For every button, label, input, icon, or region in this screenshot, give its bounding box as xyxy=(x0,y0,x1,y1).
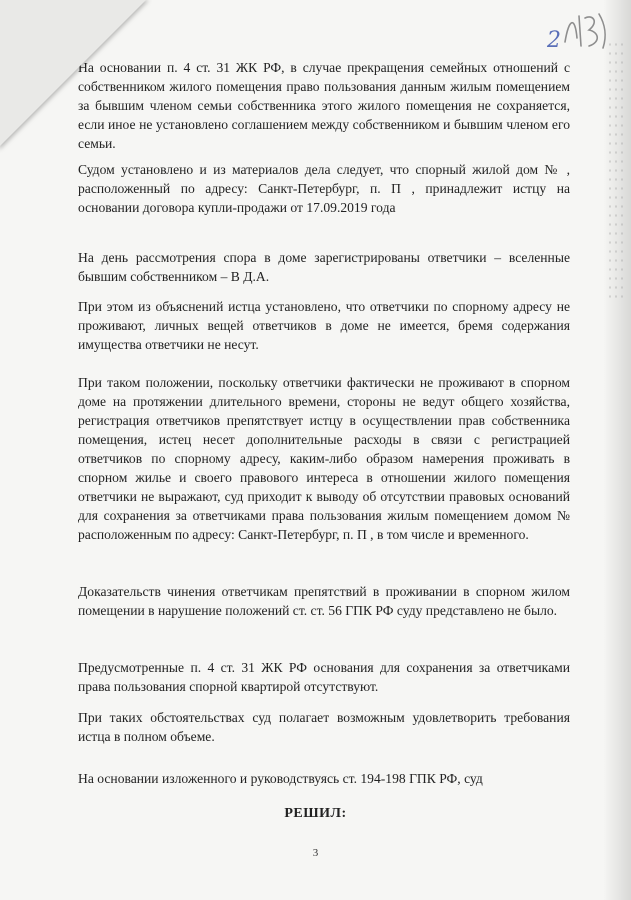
margin-page-note: 2 xyxy=(547,28,561,53)
paragraph-ownership: Судом установлено и из материалов дела следует, что спорный жилой дом № , расположенный по адресу: Санкт-Петербург, п. П , принадлежит истцу на основании договора купли-продажи от 17.09.2019 года xyxy=(78,162,570,215)
paragraph-housing-code-rule: На основании п. 4 ст. 31 ЖК РФ, в случае прекращения семейных отношений с собственником жилого помещения право пользования данным жилым помещением за бывшим членом семьи собственника этого жилого помещения не сохраняется, если иное не установлено соглашением между собственником и бывшим членом его семьи. xyxy=(78,60,570,151)
paragraph-no-grounds: Предусмотренные п. 4 ст. 31 ЖК РФ основания для сохранения за ответчиками права пользования спорной квартирой отсутствуют. xyxy=(78,660,570,694)
paragraph-not-residing: При этом из объяснений истца установлено, что ответчики по спорному адресу не проживают, личных вещей ответчиков в доме не имеется, бремя содержания имущества ответчики не несут. xyxy=(78,299,570,352)
paragraph-legal-basis: На основании изложенного и руководствуясь ст. 194-198 ГПК РФ, суд xyxy=(78,771,483,786)
handwritten-mark-icon xyxy=(559,8,611,52)
paragraph-satisfy-claim: При таких обстоятельствах суд полагает возможным удовлетворить требования истца в полном объеме. xyxy=(78,710,570,744)
paragraph-registered-defendants: На день рассмотрения спора в доме зарегистрированы ответчики – вселенные бывшим собственником – В Д.А. xyxy=(78,250,570,284)
decision-heading: РЕШИЛ: xyxy=(284,806,347,821)
folded-corner xyxy=(0,0,148,148)
paragraph-no-evidence: Доказательств чинения ответчикам препятствий в проживании в спорном жилом помещении в нарушение положений ст. ст. 56 ГПК РФ суду представлено не было. xyxy=(78,584,570,618)
paragraph-court-conclusion: При таком положении, поскольку ответчики фактически не проживают в спорном доме на протяжении длительного времени, стороны не ведут общего хозяйства, регистрация ответчиков препятствует истцу в осуществлении прав собственника помещения, истец несет дополнительные расходы в связи с регистрацией ответчиков по спорному адресу, каким-либо образом намерения проживать в спорном жилье и своего правового интереса в отношении жилого помещения ответчики не выражают, суд приходит к выводу об отсутствии правовых оснований для сохранения за ответчиками права пользования жилым помещением домом № расположенным по адресу: Санкт-Петербург, п. П , в том числе и временного. xyxy=(78,375,570,542)
scan-noise xyxy=(607,40,627,300)
page-number: 3 xyxy=(312,847,319,859)
